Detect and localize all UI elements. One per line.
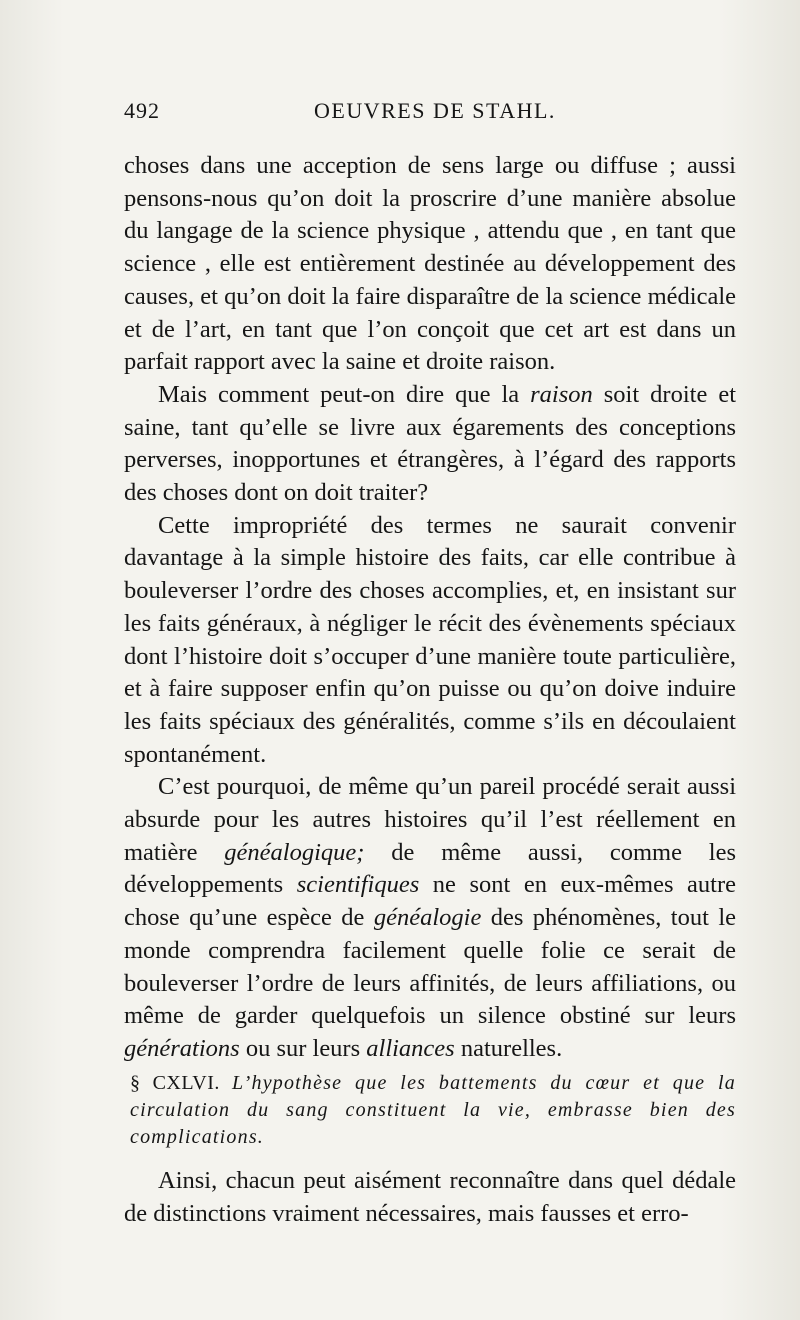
section-heading bbox=[130, 1070, 736, 1151]
italic-term: raison bbox=[530, 380, 593, 408]
text-run: C’est pourquoi, de même qu’un pareil procédé serait aussi absurde pour les autres histoires qu’il l’est réellement en matière bbox=[124, 773, 736, 866]
italic-term: généalogique; bbox=[224, 838, 365, 866]
italic-term: généalogie bbox=[373, 904, 482, 932]
text-run: soit droite et saine, tant qu’elle se livre aux égarements des conceptions perverses, inopportunes et étrangères, à l’égard des rapports des choses dont on doit traiter? bbox=[124, 380, 736, 507]
italic-term: alliances bbox=[366, 1034, 455, 1062]
paragraph-2 bbox=[124, 379, 736, 510]
section-number: § CXLVI. bbox=[130, 1072, 220, 1094]
running-title: OEUVRES DE STAHL. bbox=[314, 98, 556, 123]
body-text bbox=[124, 150, 736, 1066]
text-run: ne sont en eux-mêmes autre chose qu’une espèce de bbox=[124, 871, 737, 932]
page-header bbox=[124, 98, 734, 134]
paragraph-5: Ainsi, chacun peut aisément reconnaître dans quel dédale de distinctions vraiment nécessaires, mais fausses et erro- bbox=[124, 1167, 736, 1227]
paragraph-4 bbox=[124, 771, 736, 1065]
text-run: ou sur leurs bbox=[239, 1034, 367, 1062]
italic-term: scientifiques bbox=[296, 871, 420, 899]
text-run: Cette impropriété des termes ne saurait convenir davantage à la simple histoire des faits, car elle contribue à bouleverser l’ordre des choses accomplies, et, en insistant sur les faits généraux, à négliger le récit des évènements spéciaux dont l’histoire doit s’occuper d’une manière toute particulière, et à faire supposer enfin qu’on puisse ou qu’on doive induire les faits spéciaux des généralités, comme s’ils en découlaient spontanément. bbox=[124, 511, 736, 768]
italic-term: générations bbox=[124, 1034, 240, 1062]
text-run: naturelles. bbox=[454, 1034, 563, 1062]
text-run: de même aussi, comme les développements bbox=[124, 838, 736, 899]
text-run: Mais comment peut-on dire que la bbox=[158, 380, 531, 408]
paragraph-3 bbox=[124, 510, 736, 772]
final-text bbox=[124, 1164, 736, 1230]
page-number: 492 bbox=[124, 98, 160, 123]
text-run: des phénomènes, tout le monde comprendra facilement quelle folie ce serait de bouleverser l’ordre de leurs affinités, de leurs affiliations, ou même de garder quelquefois un silence obstiné sur leurs bbox=[124, 904, 736, 1030]
text-run: choses dans une acception de sens large ou diffuse ; aussi pensons-nous qu’on doit la proscrire d’une manière absolue du langage de la science physique , attendu que , en tant que science , elle est entièrement destinée au développement des causes, et qu’on doit la faire disparaître de la science médicale et de l’art, en tant que l’on conçoit que cet art est dans un parfait rapport avec la saine et droite raison. bbox=[124, 152, 736, 376]
paragraph-1 bbox=[124, 150, 736, 379]
section-title: L’hypothèse que les battements du cœur et que la circulation du sang constituent la vie, embrasse bien des complications. bbox=[130, 1072, 736, 1148]
